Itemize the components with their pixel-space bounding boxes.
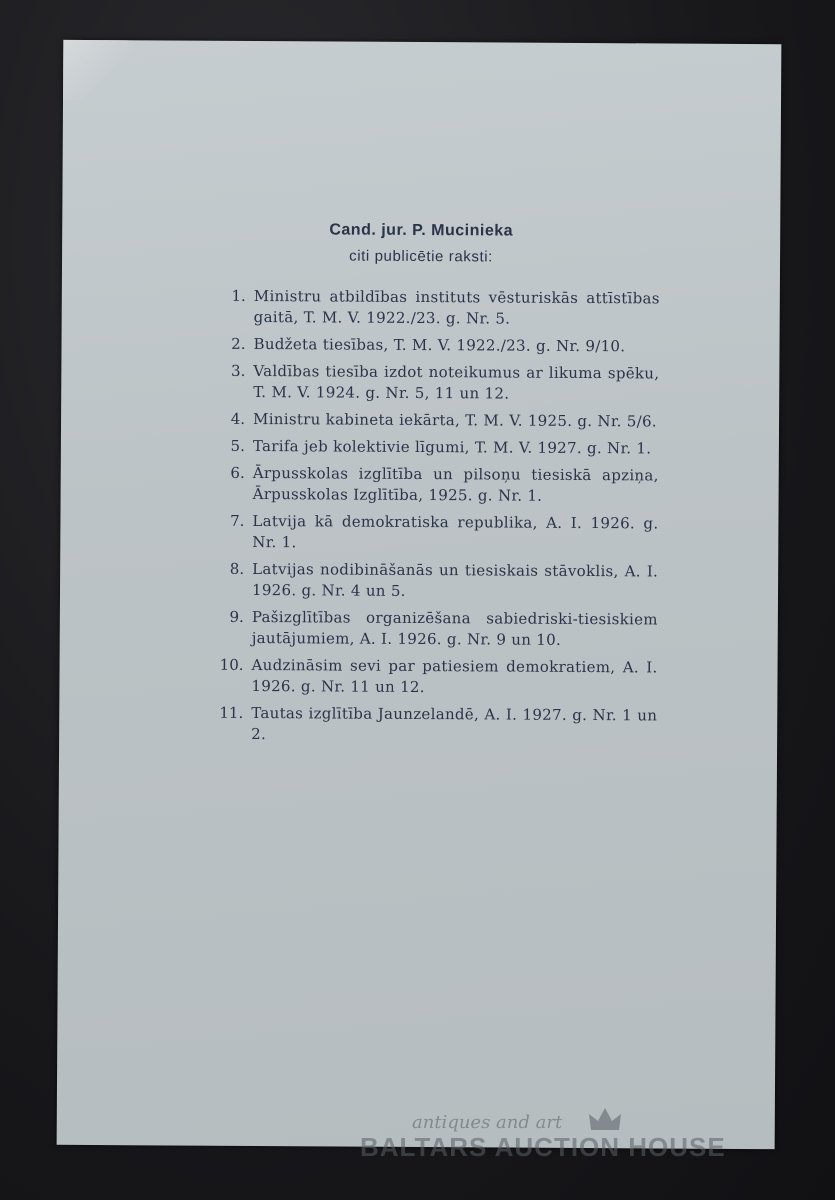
item-text: Latvijas nodibināšanās un tiesiskais stāvoklis, A. I. 1926. g. Nr. 4 un 5.	[251, 559, 659, 600]
item-text: Ministru kabineta iekārta, T. M. V. 1925. g. Nr. 5/6.	[253, 409, 657, 431]
item-text: Valdības tiesība izdot noteikumus ar likuma spēku, T. M. V. 1924. g. Nr. 5, 11 un 12.	[253, 361, 660, 403]
item-number: 11.	[219, 703, 244, 722]
publication-item	[207, 655, 657, 700]
item-text: Pašizglītības organizēšana sabiedriski-tiesiskiem jautājumiem, A. I. 1926. g. Nr. 9 un 10.	[251, 607, 658, 649]
list-subtitle: citi publicētie raksti:	[349, 247, 494, 266]
watermark-brand: BALTARS AUCTION HOUSE	[360, 1132, 726, 1162]
item-text: Budžeta tiesības, T. M. V. 1922./23. g. Nr. 9/10.	[253, 334, 626, 356]
publications-list	[207, 286, 660, 754]
publication-item	[209, 436, 659, 460]
item-text: Latvija kā demokratiska republika, A. I. 1926. g. Nr. 1.	[252, 511, 659, 552]
author-title: Cand. jur. P. Mucinieka	[329, 221, 514, 240]
item-text: Ministru atbildības instituts vēsturiskās attīstības gaitā, T. M. V. 1922./23. g. Nr. 5.	[253, 286, 660, 328]
publication-item	[208, 511, 658, 556]
item-number: 6.	[230, 463, 245, 482]
publication-item	[210, 286, 660, 331]
item-number: 7.	[230, 511, 245, 530]
publication-item	[209, 409, 659, 433]
item-number: 2.	[231, 334, 246, 353]
item-number: 5.	[230, 436, 245, 455]
item-text: Tautas izglītība Jaunzelandē, A. I. 1927. g. Nr. 1 un 2.	[251, 703, 658, 744]
publication-item	[207, 703, 657, 748]
item-number: 4.	[230, 409, 246, 428]
publication-item	[209, 463, 659, 508]
item-text: Tarifa jeb kolektivie līgumi, T. M. V. 1927. g. Nr. 1.	[252, 436, 652, 458]
item-text: Ārpusskolas izglītība un pilsoņu tiesiskā apziņa, Ārpusskolas Izglītība, 1925. g. Nr. 1.	[252, 463, 659, 505]
item-number: 10.	[219, 655, 244, 674]
document-page	[57, 40, 782, 1149]
worn-corner	[63, 40, 133, 100]
publication-item	[209, 361, 659, 406]
publication-item	[209, 334, 659, 358]
item-number: 8.	[229, 559, 245, 578]
heading	[62, 220, 780, 267]
auction-watermark	[360, 1112, 760, 1172]
watermark-tagline: antiques and art	[412, 1112, 563, 1133]
item-text: Audzināsim sevi par patiesiem demokratiem, A. I. 1926. g. Nr. 11 un 12.	[251, 655, 658, 697]
publication-item	[208, 607, 658, 652]
crown-icon	[588, 1106, 622, 1132]
publication-item	[208, 559, 658, 604]
item-number: 9.	[229, 607, 244, 626]
item-number: 3.	[230, 361, 246, 380]
item-number: 1.	[231, 286, 246, 305]
